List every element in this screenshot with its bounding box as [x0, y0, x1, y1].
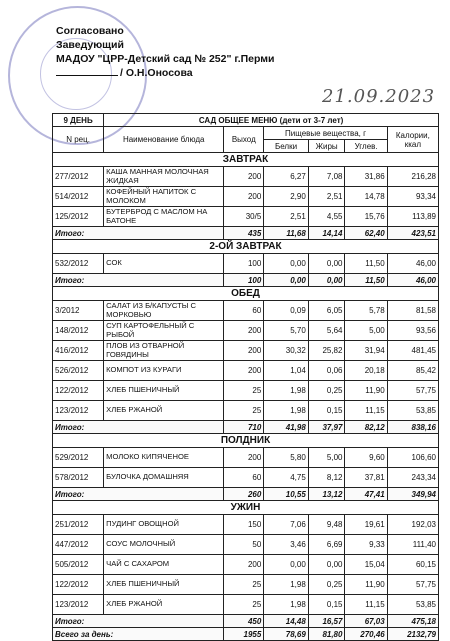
recipe-number: 416/2012: [53, 341, 104, 361]
dish-fat: 6,05: [308, 301, 345, 321]
recipe-number: 123/2012: [53, 401, 104, 421]
col-fat: Жиры: [308, 140, 345, 153]
signature-underline: [56, 75, 118, 76]
dish-output: 150: [224, 515, 264, 535]
day-total-calories: 2132,79: [387, 628, 438, 641]
section-total-calories: 349,94: [387, 488, 438, 501]
col-carbs: Углев.: [345, 140, 387, 153]
dish-name: СОУС МОЛОЧНЫЙ: [104, 535, 224, 555]
dish-row: [53, 321, 439, 341]
col-dish-name: Наименование блюда: [104, 127, 224, 153]
dish-fat: 0,00: [308, 555, 345, 575]
dish-carbs: 9,33: [345, 535, 387, 555]
section-total-carbs: 62,40: [345, 227, 387, 240]
dish-row: [53, 535, 439, 555]
recipe-number: 123/2012: [53, 595, 104, 615]
dish-row: [53, 595, 439, 615]
dish-carbs: 15,04: [345, 555, 387, 575]
dish-calories: 93,34: [387, 187, 438, 207]
dish-output: 200: [224, 187, 264, 207]
dish-fat: 8,12: [308, 468, 345, 488]
dish-row: [53, 341, 439, 361]
section-total-output: 435: [224, 227, 264, 240]
section-total-label: Итого:: [53, 421, 224, 434]
dish-row: [53, 381, 439, 401]
dish-name: БУЛОЧКА ДОМАШНЯЯ: [104, 468, 224, 488]
dish-protein: 5,80: [264, 448, 308, 468]
dish-name: СОК: [104, 254, 224, 274]
dish-carbs: 5,00: [345, 321, 387, 341]
dish-protein: 1,98: [264, 575, 308, 595]
dish-protein: 0,00: [264, 254, 308, 274]
dish-output: 30/5: [224, 207, 264, 227]
dish-calories: 192,03: [387, 515, 438, 535]
recipe-number: 505/2012: [53, 555, 104, 575]
dish-protein: 6,27: [264, 167, 308, 187]
dish-output: 60: [224, 468, 264, 488]
dish-output: 200: [224, 341, 264, 361]
section-total-carbs: 82,12: [345, 421, 387, 434]
dish-carbs: 19,61: [345, 515, 387, 535]
section-title: ЗАВТРАК: [53, 153, 439, 167]
section-total-carbs: 47,41: [345, 488, 387, 501]
section-total-output: 100: [224, 274, 264, 287]
dish-name: ХЛЕБ РЖАНОЙ: [104, 595, 224, 615]
section-total-row: [53, 227, 439, 240]
recipe-number: 251/2012: [53, 515, 104, 535]
section-total-calories: 46,00: [387, 274, 438, 287]
section-total-carbs: 67,03: [345, 615, 387, 628]
recipe-number: 148/2012: [53, 321, 104, 341]
section-header: [53, 240, 439, 254]
section-total-carbs: 11,50: [345, 274, 387, 287]
day-total-label: Всего за день:: [53, 628, 224, 641]
section-total-label: Итого:: [53, 274, 224, 287]
section-header: [53, 153, 439, 167]
recipe-number: 277/2012: [53, 167, 104, 187]
day-total-row: [53, 628, 439, 641]
dish-row: [53, 301, 439, 321]
approval-block: [56, 24, 275, 80]
dish-calories: 46,00: [387, 254, 438, 274]
section-total-output: 260: [224, 488, 264, 501]
dish-output: 25: [224, 381, 264, 401]
dish-output: 200: [224, 555, 264, 575]
recipe-number: 529/2012: [53, 448, 104, 468]
dish-carbs: 11,90: [345, 575, 387, 595]
dish-calories: 60,15: [387, 555, 438, 575]
dish-name: ПУДИНГ ОВОЩНОЙ: [104, 515, 224, 535]
approval-line-3: МАДОУ "ЦРР-Детский сад № 252" г.Перми: [56, 53, 275, 65]
dish-fat: 7,08: [308, 167, 345, 187]
section-total-calories: 475,18: [387, 615, 438, 628]
col-output: Выход: [224, 127, 264, 153]
dish-carbs: 15,76: [345, 207, 387, 227]
section-total-protein: 0,00: [264, 274, 308, 287]
dish-output: 200: [224, 167, 264, 187]
section-header: [53, 501, 439, 515]
dish-output: 25: [224, 595, 264, 615]
dish-protein: 1,98: [264, 381, 308, 401]
dish-name: ПЛОВ ИЗ ОТВАРНОЙ ГОВЯДИНЫ: [104, 341, 224, 361]
dish-calories: 243,34: [387, 468, 438, 488]
recipe-number: 526/2012: [53, 361, 104, 381]
section-total-fat: 16,57: [308, 615, 345, 628]
recipe-number: 3/2012: [53, 301, 104, 321]
dish-calories: 53,85: [387, 401, 438, 421]
dish-calories: 481,45: [387, 341, 438, 361]
section-total-fat: 14,14: [308, 227, 345, 240]
dish-name: КАША МАННАЯ МОЛОЧНАЯ ЖИДКАЯ: [104, 167, 224, 187]
dish-name: САЛАТ ИЗ Б/КАПУСТЫ С МОРКОВЬЮ: [104, 301, 224, 321]
dish-name: ЧАЙ С САХАРОМ: [104, 555, 224, 575]
menu-title: САД ОБЩЕЕ МЕНЮ (дети от 3-7 лет): [104, 114, 439, 127]
section-total-fat: 0,00: [308, 274, 345, 287]
dish-row: [53, 575, 439, 595]
section-title: 2-ОЙ ЗАВТРАК: [53, 240, 439, 254]
dish-output: 25: [224, 575, 264, 595]
section-total-output: 450: [224, 615, 264, 628]
dish-output: 200: [224, 448, 264, 468]
recipe-number: 122/2012: [53, 381, 104, 401]
section-title: УЖИН: [53, 501, 439, 515]
dish-protein: 1,98: [264, 595, 308, 615]
dish-row: [53, 468, 439, 488]
dish-calories: 106,60: [387, 448, 438, 468]
section-total-protein: 11,68: [264, 227, 308, 240]
col-calories: Калории, ккал: [387, 127, 438, 153]
dish-fat: 0,15: [308, 401, 345, 421]
recipe-number: 532/2012: [53, 254, 104, 274]
dish-row: [53, 167, 439, 187]
dish-output: 50: [224, 535, 264, 555]
dish-output: 200: [224, 321, 264, 341]
dish-fat: 0,00: [308, 254, 345, 274]
dish-fat: 9,48: [308, 515, 345, 535]
dish-carbs: 14,78: [345, 187, 387, 207]
dish-calories: 216,28: [387, 167, 438, 187]
dish-protein: 0,09: [264, 301, 308, 321]
dish-row: [53, 448, 439, 468]
dish-fat: 0,15: [308, 595, 345, 615]
section-title: ПОЛДНИК: [53, 434, 439, 448]
dish-protein: 1,98: [264, 401, 308, 421]
dish-row: [53, 401, 439, 421]
col-protein: Белки: [264, 140, 308, 153]
dish-carbs: 31,94: [345, 341, 387, 361]
dish-protein: 7,06: [264, 515, 308, 535]
section-total-protein: 14,48: [264, 615, 308, 628]
dish-fat: 0,06: [308, 361, 345, 381]
dish-fat: 0,25: [308, 381, 345, 401]
dish-calories: 113,89: [387, 207, 438, 227]
dish-protein: 2,51: [264, 207, 308, 227]
signature-line: [56, 66, 275, 80]
dish-row: [53, 361, 439, 381]
dish-fat: 2,51: [308, 187, 345, 207]
dish-carbs: 11,15: [345, 595, 387, 615]
dish-output: 100: [224, 254, 264, 274]
dish-protein: 3,46: [264, 535, 308, 555]
section-total-row: [53, 274, 439, 287]
recipe-number: 122/2012: [53, 575, 104, 595]
day-total-fat: 81,80: [308, 628, 345, 641]
section-total-calories: 838,16: [387, 421, 438, 434]
dish-calories: 81,58: [387, 301, 438, 321]
dish-name: ХЛЕБ ПШЕНИЧНЫЙ: [104, 575, 224, 595]
dish-carbs: 11,15: [345, 401, 387, 421]
section-total-label: Итого:: [53, 227, 224, 240]
dish-carbs: 11,90: [345, 381, 387, 401]
section-total-protein: 10,55: [264, 488, 308, 501]
dish-fat: 0,25: [308, 575, 345, 595]
section-total-calories: 423,51: [387, 227, 438, 240]
dish-name: БУТЕРБРОД С МАСЛОМ НА БАТОНЕ: [104, 207, 224, 227]
dish-carbs: 11,50: [345, 254, 387, 274]
dish-calories: 53,85: [387, 595, 438, 615]
dish-output: 25: [224, 401, 264, 421]
dish-name: ХЛЕБ ПШЕНИЧНЫЙ: [104, 381, 224, 401]
dish-calories: 111,40: [387, 535, 438, 555]
col-recipe: N рец.: [53, 127, 104, 153]
dish-name: МОЛОКО КИПЯЧЕНОЕ: [104, 448, 224, 468]
section-header: [53, 434, 439, 448]
approval-line-2: Заведующий: [56, 39, 124, 51]
dish-output: 60: [224, 301, 264, 321]
dish-carbs: 20,18: [345, 361, 387, 381]
col-nutrients: Пищевые вещества, г: [264, 127, 387, 140]
day-total-output: 1955: [224, 628, 264, 641]
dish-carbs: 31,86: [345, 167, 387, 187]
dish-protein: 2,90: [264, 187, 308, 207]
dish-name: КОФЕЙНЫЙ НАПИТОК С МОЛОКОМ: [104, 187, 224, 207]
handwritten-date: 21.09.2023: [322, 86, 436, 107]
dish-fat: 25,82: [308, 341, 345, 361]
dish-carbs: 37,81: [345, 468, 387, 488]
recipe-number: 125/2012: [53, 207, 104, 227]
dish-row: [53, 187, 439, 207]
approval-line-1: Согласовано: [56, 25, 124, 37]
dish-row: [53, 254, 439, 274]
dish-row: [53, 555, 439, 575]
section-total-row: [53, 421, 439, 434]
section-header: [53, 287, 439, 301]
dish-carbs: 9,60: [345, 448, 387, 468]
dish-protein: 5,70: [264, 321, 308, 341]
section-total-protein: 41,98: [264, 421, 308, 434]
section-total-row: [53, 615, 439, 628]
dish-protein: 4,75: [264, 468, 308, 488]
dish-calories: 57,75: [387, 575, 438, 595]
section-total-row: [53, 488, 439, 501]
dish-protein: 0,00: [264, 555, 308, 575]
section-total-output: 710: [224, 421, 264, 434]
day-label: 9 ДЕНЬ: [53, 114, 104, 127]
dish-output: 200: [224, 361, 264, 381]
dish-protein: 30,32: [264, 341, 308, 361]
section-total-label: Итого:: [53, 488, 224, 501]
menu-table: [52, 113, 439, 641]
dish-calories: 93,56: [387, 321, 438, 341]
dish-row: [53, 515, 439, 535]
dish-fat: 4,55: [308, 207, 345, 227]
recipe-number: 514/2012: [53, 187, 104, 207]
recipe-number: 578/2012: [53, 468, 104, 488]
section-total-fat: 13,12: [308, 488, 345, 501]
dish-carbs: 5,78: [345, 301, 387, 321]
dish-name: ХЛЕБ РЖАНОЙ: [104, 401, 224, 421]
dish-row: [53, 207, 439, 227]
section-title: ОБЕД: [53, 287, 439, 301]
section-total-label: Итого:: [53, 615, 224, 628]
dish-fat: 6,69: [308, 535, 345, 555]
section-total-fat: 37,97: [308, 421, 345, 434]
day-total-protein: 78,69: [264, 628, 308, 641]
dish-calories: 85,42: [387, 361, 438, 381]
dish-name: КОМПОТ ИЗ КУРАГИ: [104, 361, 224, 381]
menu-body: [53, 153, 439, 628]
day-total-carbs: 270,46: [345, 628, 387, 641]
dish-protein: 1,04: [264, 361, 308, 381]
recipe-number: 447/2012: [53, 535, 104, 555]
dish-name: СУП КАРТОФЕЛЬНЫЙ С РЫБОЙ: [104, 321, 224, 341]
signatory: / О.Н.Оносова: [120, 67, 193, 79]
dish-calories: 57,75: [387, 381, 438, 401]
dish-fat: 5,00: [308, 448, 345, 468]
dish-fat: 5,64: [308, 321, 345, 341]
